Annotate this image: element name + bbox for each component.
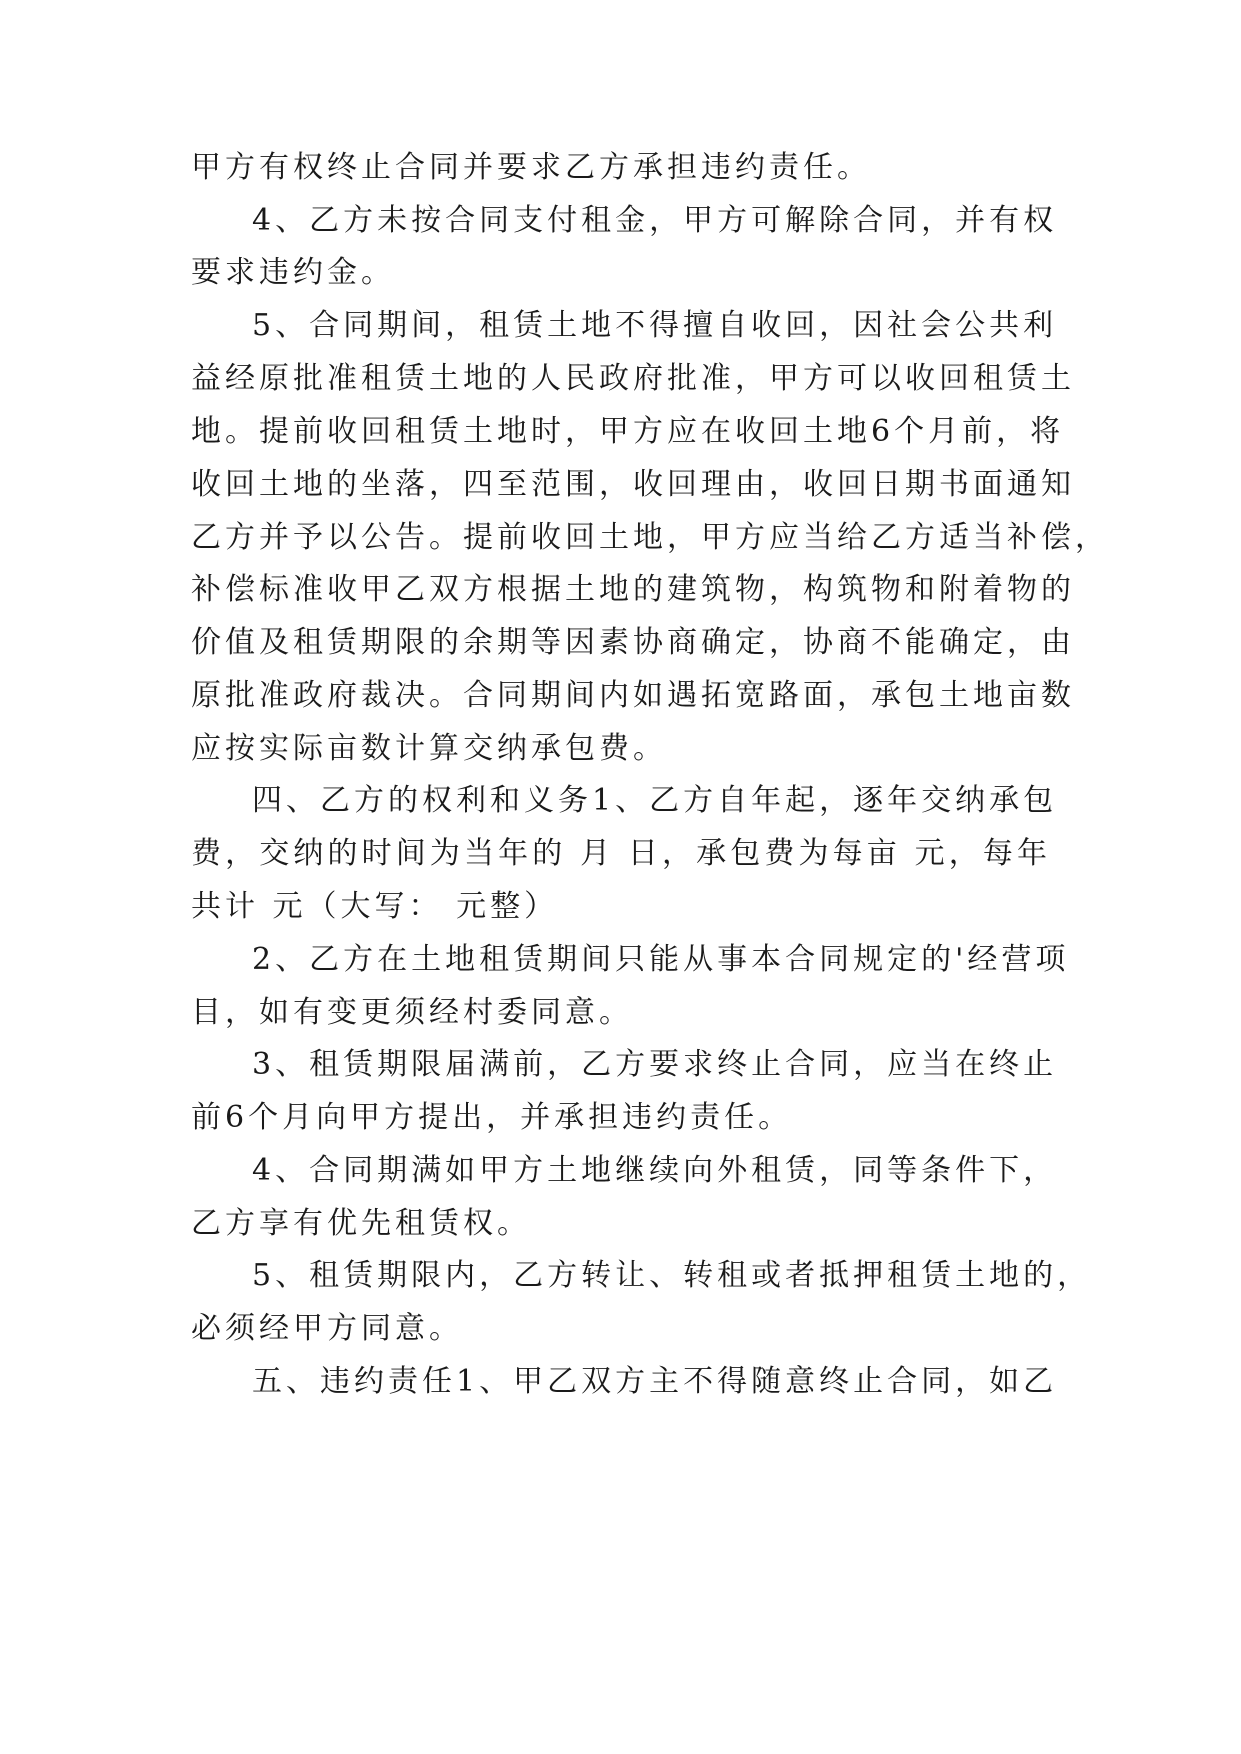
text-line: 价值及租赁期限的余期等因素协商确定，协商不能确定，由 xyxy=(191,625,1075,660)
text-line: 益经原批准租赁土地的人民政府批准，甲方可以收回租赁土 xyxy=(191,361,1075,396)
text-line: 要求违约金。 xyxy=(191,255,395,290)
text-line: 原批准政府裁决。合同期间内如遇拓宽路面，承包土地亩数 xyxy=(191,678,1075,713)
text-line: 必须经甲方同意。 xyxy=(191,1311,463,1346)
text-line: 5、租赁期限内，乙方转让、转租或者抵押租赁土地的， xyxy=(252,1258,1092,1293)
text-line: 地。提前收回租赁土地时，甲方应在收回土地6个月前，将 xyxy=(191,414,1065,449)
text-line: 4、合同期满如甲方土地继续向外租赁，同等条件下， xyxy=(252,1153,1058,1188)
text-line: 共计 元（大写： 元整） xyxy=(191,889,559,924)
text-line: 五、违约责任1、甲乙双方主不得随意终止合同，如乙 xyxy=(252,1364,1058,1399)
text-line: 乙方享有优先租赁权。 xyxy=(191,1206,531,1241)
text-line: 费，交纳的时间为当年的 月 日，承包费为每亩 元，每年 xyxy=(191,836,1051,871)
text-line: 应按实际亩数计算交纳承包费。 xyxy=(191,731,667,766)
text-line: 4、乙方未按合同支付租金，甲方可解除合同，并有权 xyxy=(252,203,1058,238)
text-line: 5、合同期间，租赁土地不得擅自收回，因社会公共利 xyxy=(252,308,1058,343)
text-line: 四、乙方的权利和义务1、乙方自年起，逐年交纳承包 xyxy=(252,783,1058,818)
text-line: 前6个月向甲方提出，并承担违约责任。 xyxy=(191,1100,793,1135)
text-line: 收回土地的坐落，四至范围，收回理由，收回日期书面通知 xyxy=(191,467,1075,502)
text-line: 3、租赁期限届满前，乙方要求终止合同，应当在终止 xyxy=(252,1047,1058,1082)
text-line: 甲方有权终止合同并要求乙方承担违约责任。 xyxy=(191,150,871,185)
text-line: 2、乙方在土地租赁期间只能从事本合同规定的'经营项 xyxy=(252,942,1070,977)
text-line: 目，如有变更须经村委同意。 xyxy=(191,995,633,1030)
text-line: 乙方并予以公告。提前收回土地，甲方应当给乙方适当补偿， xyxy=(191,520,1109,555)
text-line: 补偿标准收甲乙双方根据土地的建筑物，构筑物和附着物的 xyxy=(191,572,1075,607)
